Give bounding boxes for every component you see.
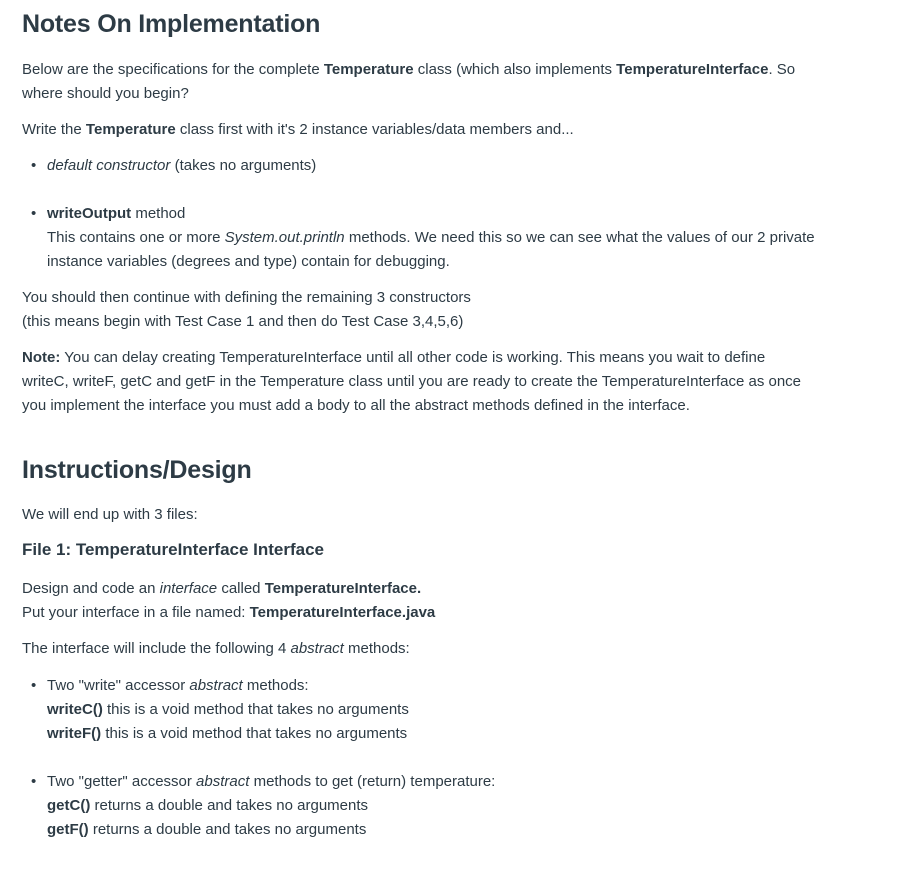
list-item-getter-methods: Two "getter" accessor abstract methods to get (return) temperature: bbox=[47, 773, 496, 790]
design-paragraph: Design and code an interface called TemperatureInterface. bbox=[22, 580, 422, 597]
bullet-icon: • bbox=[31, 157, 37, 174]
writeoutput-description-line2: instance variables (degrees and type) contain for debugging. bbox=[47, 253, 450, 270]
list-item-default-constructor: default constructor (takes no arguments) bbox=[47, 157, 317, 174]
list-item-write-methods: Two "write" accessor abstract methods: bbox=[47, 677, 309, 694]
continue-paragraph: You should then continue with defining the remaining 3 constructors bbox=[22, 289, 471, 306]
writeoutput-description: This contains one or more System.out.println methods. We need this so we can see what the values of our 2 private bbox=[47, 229, 815, 246]
notes-heading: Notes On Implementation bbox=[22, 10, 321, 38]
note-paragraph-line2: writeC, writeF, getC and getF in the Temperature class until you are ready to create the TemperatureInterface as once bbox=[22, 373, 802, 390]
bullet-icon: • bbox=[31, 677, 37, 694]
continue-paragraph-line2: (this means begin with Test Case 1 and then do Test Case 3,4,5,6) bbox=[22, 313, 464, 330]
list-item-writeoutput: writeOutput method bbox=[47, 205, 186, 222]
getf-description: getF() returns a double and takes no arguments bbox=[47, 821, 367, 838]
getc-description: getC() returns a double and takes no arguments bbox=[47, 797, 369, 814]
note-paragraph: Note: You can delay creating TemperatureInterface until all other code is working. This means you wait to define bbox=[22, 349, 766, 366]
intro-paragraph-line2: where should you begin? bbox=[22, 85, 189, 102]
filename-paragraph: Put your interface in a file named: TemperatureInterface.java bbox=[22, 604, 436, 621]
instructions-heading: Instructions/Design bbox=[22, 456, 252, 484]
bullet-icon: • bbox=[31, 773, 37, 790]
file1-heading: File 1: TemperatureInterface Interface bbox=[22, 540, 325, 559]
include-paragraph: The interface will include the following 4 abstract methods: bbox=[22, 640, 410, 657]
write-class-paragraph: Write the Temperature class first with it's 2 instance variables/data members and... bbox=[22, 121, 574, 138]
intro-paragraph: Below are the specifications for the complete Temperature class (which also implements TemperatureInterface. So bbox=[22, 61, 796, 78]
writef-description: writeF() this is a void method that takes no arguments bbox=[47, 725, 408, 742]
bullet-icon: • bbox=[31, 205, 37, 222]
files-paragraph: We will end up with 3 files: bbox=[22, 506, 198, 523]
writec-description: writeC() this is a void method that takes no arguments bbox=[47, 701, 409, 718]
note-paragraph-line3: you implement the interface you must add a body to all the abstract methods defined in the interface. bbox=[22, 397, 690, 414]
